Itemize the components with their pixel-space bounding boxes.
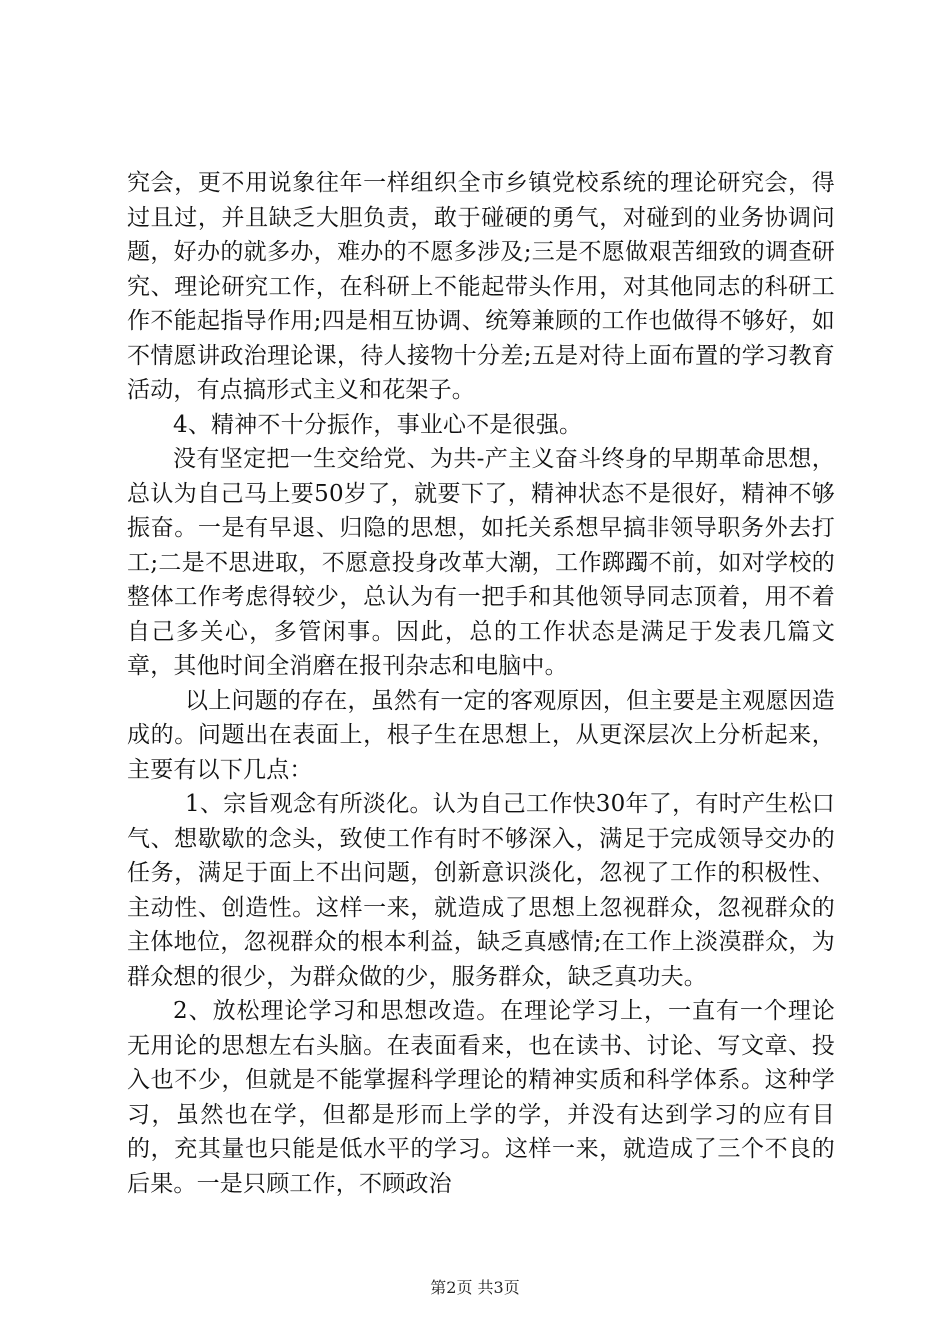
paragraph-spirit: 没有坚定把一生交给党、为共-产主义奋斗终身的早期革命思想，总认为自己马上要50岁了，就要下了，精神状态不是很好，精神不够振奋。一是有早退、归隐的思想，如托关系想早搞非领导职务外去打工;二是不思进取，不愿意投身改革大潮，工作踯躅不前，如对学校的整体工作考虑得较少，总认为有一把手和其他领导同志顶着，用不着自己多关心，多管闲事。因此，总的工作状态是满足于发表几篇文章，其他时间全消磨在报刊杂志和电脑中。 — [127, 446, 835, 679]
page-number-footer: 第2页 共3页 — [430, 1278, 520, 1297]
paragraph-heading-4: 4、精神不十分振作，事业心不是很强。 — [173, 411, 583, 438]
paragraph-analysis-intro: 以上问题的存在，虽然有一定的客观原因，但主要是主观愿因造成的。问题出在表面上，根子生在思想上，从更深层次上分析起来，主要有以下几点： — [127, 687, 835, 783]
paragraph-continuation: 究会，更不用说象往年一样组织全市乡镇党校系统的理论研究会，得过且过，并且缺乏大胆负责，敢于碰硬的勇气，对碰到的业务协调问题，好办的就多办，难办的不愿多涉及;三是不愿做艰苦细致的调查研究、理论研究工作，在科研上不能起带头作用，对其他同志的科研工作不能起指导作用;四是相互协调、统筹兼顾的工作也做得不够好，如不情愿讲政治理论课，待人接物十分差;五是对待上面布置的学习教育活动，有点搞形式主义和花架子。 — [127, 170, 835, 403]
paragraph-point-2: 2、放松理论学习和思想改造。在理论学习上，一直有一个理论无用论的思想左右头脑。在表面看来，也在读书、讨论、写文章、投入也不少，但就是不能掌握科学理论的精神实质和科学体系。这种学习，虽然也在学，但都是形而上学的学，并没有达到学习的应有目的，充其量也只能是低水平的学习。这样一来，就造成了三个不良的后果。一是只顾工作，不顾政治 — [127, 998, 835, 1197]
document-body — [127, 166, 835, 1201]
paragraph-point-1: 1、宗旨观念有所淡化。认为自己工作快30年了，有时产生松口气、想歇歇的念头，致使工作有时不够深入，满足于完成领导交办的任务，满足于面上不出问题，创新意识淡化，忽视了工作的积极性、主动性、创造性。这样一来，就造成了思想上忽视群众，忽视群众的主体地位，忽视群众的根本利益，缺乏真感情;在工作上淡漠群众，为群众想的很少，为群众做的少，服务群众，缺乏真功夫。 — [127, 791, 835, 990]
